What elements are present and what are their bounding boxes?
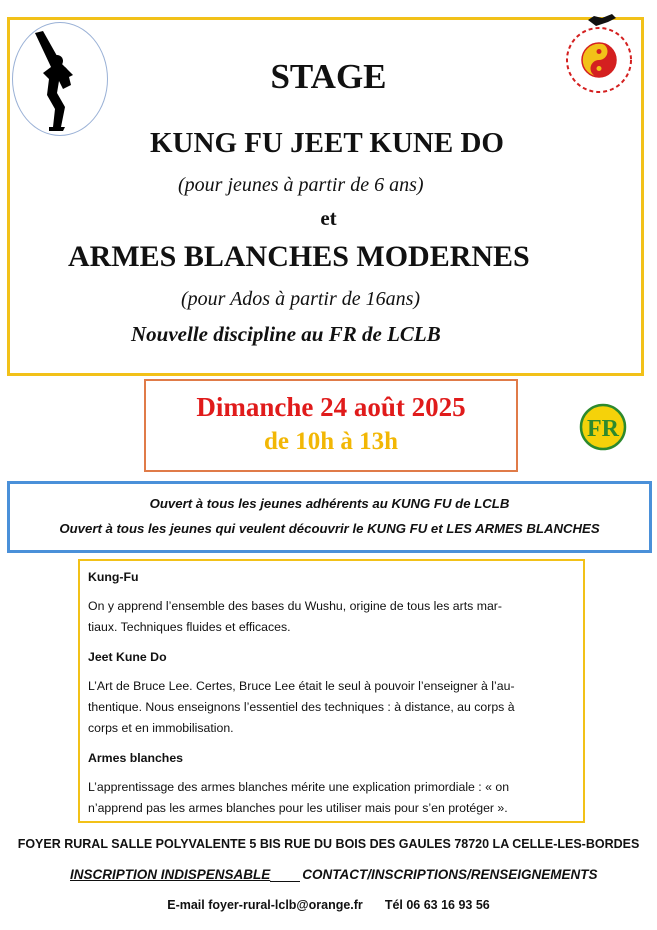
section-text: L’apprentissage des armes blanches mérite une explication primordiale : « on xyxy=(88,780,510,794)
audience-teens-text: (pour Ados à partir de 16ans) xyxy=(181,288,421,310)
open-line-members: Ouvert à tous les jeunes adhérents au KUNG FU de LCLB xyxy=(149,496,510,511)
inscription-line xyxy=(70,867,598,882)
discipline-kungfu-title: KUNG FU JEET KUNE DO xyxy=(150,127,504,159)
conjunction-text: et xyxy=(320,206,337,230)
audience-young-text: (pour jeunes à partir de 6 ans) xyxy=(178,174,424,196)
page-title: STAGE xyxy=(270,57,387,96)
discipline-armes-title: ARMES BLANCHES MODERNES xyxy=(68,240,530,273)
open-info-box xyxy=(7,481,652,553)
contact-line xyxy=(0,898,657,912)
event-date: Dimanche 24 août 2025 xyxy=(196,392,466,422)
open-line-discover: Ouvert à tous les jeunes qui veulent découvrir le KUNG FU et LES ARMES BLANCHES xyxy=(59,521,600,536)
contact-label: CONTACT/INSCRIPTIONS/RENSEIGNEMENTS xyxy=(302,867,598,882)
section-text: tiaux. Techniques fluides et efficaces. xyxy=(88,620,291,634)
contact-email: E-mail foyer-rural-lclb@orange.fr xyxy=(167,898,363,912)
inscription-required: INSCRIPTION INDISPENSABLE xyxy=(70,867,271,882)
section-text: thentique. Nous enseignons l’essentiel des techniques : à distance, au corps à xyxy=(88,700,515,714)
fr-logo-text: FR xyxy=(587,416,619,442)
description-box xyxy=(78,559,585,823)
section-text: n’apprend pas les armes blanches pour les utiliser mais pour s’en protéger ». xyxy=(88,801,508,815)
underline-gap xyxy=(270,868,300,882)
fr-logo-icon xyxy=(579,403,627,451)
section-text: L’Art de Bruce Lee. Certes, Bruce Lee était le seul à pouvoir l’enseigner à l’au- xyxy=(88,679,515,693)
section-text: On y apprend l’ensemble des bases du Wushu, origine de tous les arts mar- xyxy=(88,599,502,613)
date-box xyxy=(144,379,518,472)
section-title-kungfu: Kung-Fu xyxy=(88,570,139,584)
section-text: corps et en immobilisation. xyxy=(88,721,234,735)
tagline-text: Nouvelle discipline au FR de LCLB xyxy=(131,322,441,346)
contact-phone: Tél 06 63 16 93 56 xyxy=(384,898,490,912)
section-title-jkd: Jeet Kune Do xyxy=(88,650,167,664)
venue-address: FOYER RURAL SALLE POLYVALENTE 5 BIS RUE DU BOIS DES GAULES 78720 LA CELLE-LES-BORDES xyxy=(17,837,640,851)
event-time: de 10h à 13h xyxy=(263,428,399,455)
section-title-armes: Armes blanches xyxy=(88,751,184,765)
